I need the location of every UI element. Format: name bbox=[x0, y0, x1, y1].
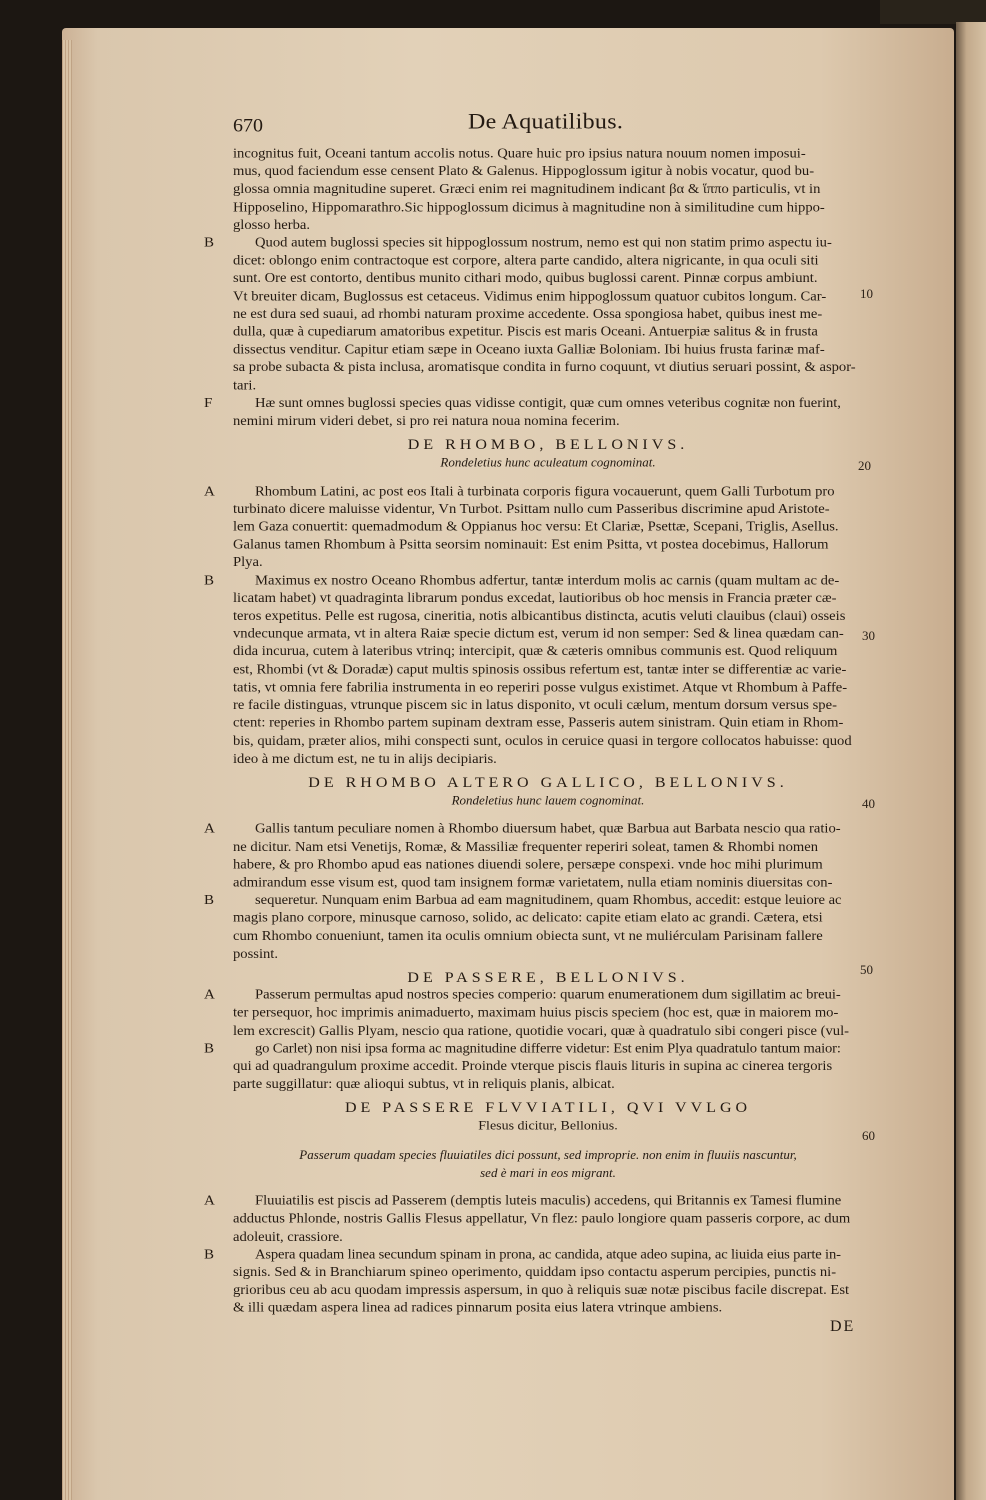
text-line: tari. bbox=[233, 378, 257, 393]
text-line: turbinato dicere maluisse videntur, Vn Turbot. Psittam nullo cum Passeribus discrimine apud Aristote- bbox=[233, 501, 830, 517]
text-line: admirandum esse visum est, quod tam insignem formæ varietatem, nulla etiam nominis diuersitas con- bbox=[233, 875, 833, 890]
text-line: Quod autem buglossi species sit hippoglossum nostrum, nemo est qui non statim primo aspectu iu- bbox=[255, 235, 832, 251]
paragraph bbox=[204, 1246, 863, 1317]
text-line: sa probe subacta & pista inclusa, aromatisque condita in furno coquunt, vt diutius seruari possint, & aspor- bbox=[233, 360, 856, 376]
text-line: grioribus ceu ab acu quodam impressis aspersum, in quo à reliquis suæ notæ piscibus facile discrepat. Est bbox=[233, 1282, 850, 1298]
margin-letter: A bbox=[204, 483, 215, 499]
paragraph bbox=[204, 1193, 863, 1246]
margin-line-number: 40 bbox=[862, 796, 875, 811]
margin-line-number: 50 bbox=[860, 962, 873, 977]
running-title: De Aquatilibus. bbox=[468, 110, 624, 135]
text-line: habere, & pro Rhombo apud eas nationes diuendi solere, persæpe conspexi. vnde hoc mihi plurimum bbox=[233, 857, 823, 873]
subheading-line: Rondeletius hunc lauem cognominat. bbox=[451, 793, 645, 808]
page-header bbox=[233, 112, 863, 144]
text-line: Hipposelino, Hippomarathro.Sic hippoglossum dicimus à magnitudine non à similitudine cum hippo- bbox=[233, 199, 825, 215]
text-line: ter persequor, hoc imprimis animaduerto, maximam huius piscis speciem (hoc est, quæ in maiorem mo- bbox=[233, 1005, 839, 1021]
page-stack-edge bbox=[62, 40, 72, 1500]
text-line: Fluuiatilis est piscis ad Passerem (demptis luteis maculis) accedens, qui Britannis ex Tamesi flumine bbox=[255, 1193, 842, 1209]
paragraph bbox=[204, 395, 863, 431]
subheading-line: sed è mari in eos migrant. bbox=[480, 1165, 616, 1180]
text-line: sunt. Ore est contorto, dentibus munito cithari modo, quibus buglossi carent. Pinnæ corpus ambiunt. bbox=[233, 271, 818, 287]
paragraph bbox=[204, 235, 863, 395]
section-subheading bbox=[233, 1117, 863, 1182]
paragraph bbox=[204, 483, 863, 572]
text-line: parte suggillatur: quæ alioqui subtus, vt in reliquis planis, albicat. bbox=[233, 1076, 615, 1092]
margin-letter: B bbox=[204, 1247, 215, 1263]
text-line: glossa omnia magnitudine superet. Græci enim rei magnitudinem indicant βα & ἵππο particulis, vt in bbox=[233, 182, 821, 197]
text-line: Hæ sunt omnes buglossi species quas vidisse contigit, quæ cum omnes veteribus cognitæ non fuerint, bbox=[255, 395, 841, 411]
text-line: cum Rhombo conueniunt, tamen ita oculis omnium obiecta sunt, vt ne muliérculam Parisinam fallere bbox=[233, 928, 823, 944]
text-line: Passerum permultas apud nostros species comperio: quarum enumerationem dum sigillatim ac breui- bbox=[255, 987, 841, 1003]
paragraph bbox=[204, 892, 863, 963]
text-line: dissectus venditur. Capitur etiam sæpe in Oceano iuxta Galliæ Boloniam. Ibi huius frusta farinæ maf- bbox=[233, 342, 825, 358]
sections-container bbox=[204, 145, 863, 1317]
margin-line-number: 60 bbox=[862, 1128, 875, 1143]
text-line: nemini mirum videri debet, si pro rei natura noua nomina fecerim. bbox=[233, 413, 620, 429]
text-line: mus, quod faciendum esse censent Plato & Galenus. Hippoglossum igitur à nobis vocatur, quod bu- bbox=[233, 164, 815, 180]
text-line: Maximus ex nostro Oceano Rhombus adfertur, tantæ interdum molis ac carnis (quam multam ac de- bbox=[255, 573, 840, 588]
catchword: DE bbox=[830, 1318, 856, 1335]
margin-line-number: 10 bbox=[860, 286, 873, 301]
text-line: Gallis tantum peculiare nomen à Rhombo diuersum habet, quæ Barbua aut Barbata nescio qua ratio- bbox=[255, 821, 841, 837]
text-line: teros expetitus. Pelle est rugosa, cineritia, notis albicantibus distincta, acutis veluti clauibus (claui) osseis bbox=[233, 608, 846, 624]
text-line: dida incurua, cutem à lateribus vtrinq; intercipit, quæ & cæteris omnibus communis est. Quod reliquum bbox=[233, 644, 838, 660]
section-heading: DE RHOMBO, BELLONIVS. bbox=[407, 437, 689, 453]
text-line: go Carlet) non nisi ipsa forma ac magnitudine differre videtur: Est enim Plya quadratulo tantum maior: bbox=[255, 1041, 841, 1056]
margin-letter: B bbox=[204, 892, 215, 908]
margin-letter: A bbox=[204, 821, 215, 837]
text-line: bis, quidam, præter alios, mihi conspecti sunt, oculos in ceruice quasi in tergore collocatos habuisse: quod bbox=[233, 733, 852, 749]
subheading-line: Flesus dicitur, Bellonius. bbox=[478, 1118, 618, 1133]
section-subheading bbox=[233, 454, 863, 472]
margin-letter: F bbox=[204, 395, 213, 411]
text-line: re facile distinguas, vtrunque piscem sic in latus disponito, vt oculi cælum, mentum dorsum versus spe- bbox=[233, 697, 837, 713]
text-line: Rhombum Latini, ac post eos Itali à turbinata corporis figura vocauerunt, quem Galli Turbotum pro bbox=[255, 483, 835, 499]
section-heading: DE RHOMBO ALTERO GALLICO, BELLONIVS. bbox=[308, 774, 788, 791]
paragraph bbox=[204, 572, 863, 768]
subheading-line: Rondeletius hunc aculeatum cognominat. bbox=[440, 455, 656, 470]
text-line: lem Gaza conuertit: quemadmodum & Oppianus hoc versu: Et Clariæ, Psettæ, Scepani, Triglis, Asellus. bbox=[233, 519, 839, 535]
text-line: ideo à me dictum est, ne tu in alijs decipiaris. bbox=[233, 751, 497, 767]
text-line: magis plano corpore, minusque carnoso, solido, ac delicato: capite etiam elato ac grandi. Cætera, etsi bbox=[233, 910, 823, 926]
text-line: ctent: reperies in Rhombo partem supinam dextram esse, Passeris autem sinistram. Quin etiam in Rhom- bbox=[233, 715, 844, 731]
text-block bbox=[204, 110, 863, 1318]
margin-letter: B bbox=[204, 573, 215, 588]
text-line: est, Rhombi (vt & Doradæ) caput multis spinosis ossibus refertum est, tantæ inter se differentiæ ac varie- bbox=[233, 662, 847, 678]
section-subheading bbox=[233, 792, 863, 810]
margin-line-number: 30 bbox=[862, 628, 875, 643]
text-line: licatam habet) vt quadraginta librarum pondus excedat, lautioribus ob hoc mensis in Francia præter cæ- bbox=[233, 590, 837, 606]
text-line: ne dicitur. Nam etsi Venetijs, Romæ, & Massiliæ frequenter reperiri soleat, tamen & Rhombi nomen bbox=[233, 839, 818, 855]
text-line: Aspera quadam linea secundum spinam in prona, ac candida, atque adeo supina, ac liuida eius parte in- bbox=[255, 1247, 841, 1263]
text-line: & illi quædam aspera linea ad radices pinnarum posita eius latera vtrinque ambiens. bbox=[233, 1300, 723, 1316]
text-line: tatis, vt omnia fere fabrilia instrumenta in eo reperiri posse vulgus existimet. Atque vt Rhombum à Paffe- bbox=[233, 680, 848, 695]
text-line: adductus Phlonde, nostris Gallis Flesus appellatur, Vn flez: paulo longiore quam passeris corpore, ac dum bbox=[233, 1211, 851, 1227]
margin-letter: A bbox=[204, 987, 215, 1003]
subheading-line: Passerum quadam species fluuiatiles dici possunt, sed improprie. non enim in fluuiis nascuntur, bbox=[299, 1147, 797, 1162]
section-heading: DE PASSERE FLVVIATILI, QVI VVLGO bbox=[344, 1100, 752, 1116]
margin-letter: A bbox=[204, 1193, 215, 1209]
text-line: Vt breuiter dicam, Buglossus est cetaceus. Vidimus enim hippoglossum quatuor cubitos longum. Car- bbox=[233, 288, 827, 304]
paragraph bbox=[233, 145, 863, 234]
text-line: dulla, quæ à cupediarum amatoribus expetitur. Piscis est maris Oceani. Antuerpiæ salitus & in frusta bbox=[233, 324, 818, 340]
text-line: incognitus fuit, Oceani tantum accolis notus. Quare huic pro ipsius natura nouum nomen imposui- bbox=[233, 146, 806, 162]
facing-page-edge bbox=[956, 22, 986, 1500]
text-line: lem excrescit) Gallis Plyam, nescio qua ratione, quotidie vocari, quæ à quadratulo sibi congeri pisce (vul- bbox=[233, 1023, 850, 1039]
book-cover-edge bbox=[880, 0, 986, 24]
text-line: sequeretur. Nunquam enim Barbua ad eam magnitudinem, quam Rhombus, accedit: estque leuiore ac bbox=[255, 892, 842, 908]
margin-line-number: 20 bbox=[858, 458, 871, 473]
text-line: Plya. bbox=[233, 555, 263, 571]
paragraph bbox=[204, 1040, 863, 1093]
text-line: vndecunque armata, vt in altera Raiæ specie dictum est, verum id non semper: Sed & linea quædam can- bbox=[233, 626, 844, 642]
text-line: dicet: oblongo enim contractoque est corpore, altera parte candido, altera nigricante, in qua oculi siti bbox=[233, 253, 819, 269]
page-number: 670 bbox=[233, 115, 263, 137]
paragraph bbox=[204, 821, 863, 892]
text-line: adoleuit, crassiore. bbox=[233, 1229, 343, 1245]
text-line: possint. bbox=[233, 946, 279, 962]
text-line: Galanus tamen Rhombum à Psitta seorsim nominauit: Est enim Psitta, vt postea docebimus, Hallorum bbox=[233, 537, 829, 553]
text-line: qui ad quadrangulum proxime accedit. Proinde vterque piscis flauis lituris in supina ac cinerea tergoris bbox=[233, 1058, 833, 1074]
margin-letter: B bbox=[204, 1041, 215, 1056]
margin-letter: B bbox=[204, 235, 215, 251]
text-line: glosso herba. bbox=[233, 217, 311, 233]
text-line: signis. Sed & in Branchiarum spineo operimento, quiddam ipso contactu asperum percipies, punctis ni- bbox=[233, 1265, 837, 1280]
paragraph bbox=[204, 987, 863, 1040]
section-heading: DE PASSERE, BELLONIVS. bbox=[407, 969, 689, 986]
text-line: ne est dura sed suaui, ad rhombi naturam proxime accedente. Ossa spongiosa habet, quibus inest me- bbox=[233, 306, 823, 322]
